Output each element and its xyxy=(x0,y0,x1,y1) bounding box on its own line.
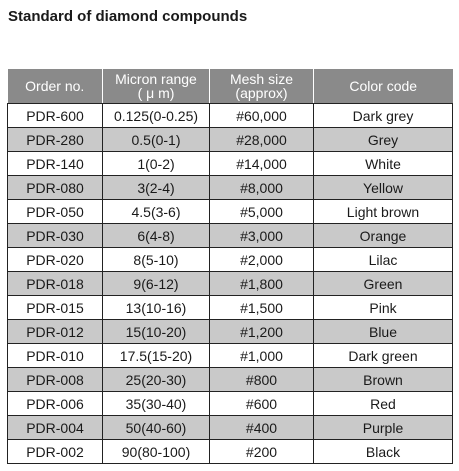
cell-color-code: White xyxy=(314,152,453,176)
cell-order-no: PDR-018 xyxy=(8,272,103,296)
cell-micron-range: 8(5-10) xyxy=(103,248,210,272)
cell-mesh-size: #1,200 xyxy=(210,320,314,344)
cell-order-no: PDR-080 xyxy=(8,176,103,200)
table-row xyxy=(8,320,453,344)
cell-micron-range: 0.5(0-1) xyxy=(103,128,210,152)
table-row xyxy=(8,296,453,320)
cell-mesh-size: #14,000 xyxy=(210,152,314,176)
cell-micron-range: 13(10-16) xyxy=(103,296,210,320)
cell-order-no: PDR-002 xyxy=(8,440,103,464)
cell-micron-range: 17.5(15-20) xyxy=(103,344,210,368)
cell-order-no: PDR-600 xyxy=(8,104,103,128)
table-row xyxy=(8,392,453,416)
cell-micron-range: 6(4-8) xyxy=(103,224,210,248)
cell-color-code: Black xyxy=(314,440,453,464)
cell-mesh-size: #8,000 xyxy=(210,176,314,200)
header-row xyxy=(8,69,453,104)
cell-order-no: PDR-015 xyxy=(8,296,103,320)
cell-mesh-size: #600 xyxy=(210,392,314,416)
table-row xyxy=(8,176,453,200)
cell-order-no: PDR-008 xyxy=(8,368,103,392)
cell-color-code: Red xyxy=(314,392,453,416)
column-header-mesh-size xyxy=(210,69,314,104)
cell-color-code: Orange xyxy=(314,224,453,248)
column-header-label: Micron range xyxy=(115,71,197,87)
cell-color-code: Blue xyxy=(314,320,453,344)
table-row xyxy=(8,248,453,272)
cell-color-code: Dark grey xyxy=(314,104,453,128)
cell-micron-range: 9(6-12) xyxy=(103,272,210,296)
cell-color-code: Grey xyxy=(314,128,453,152)
table-header xyxy=(8,69,453,104)
column-header-label: Mesh size xyxy=(229,71,294,87)
cell-mesh-size: #1,800 xyxy=(210,272,314,296)
cell-color-code: Pink xyxy=(314,296,453,320)
cell-order-no: PDR-004 xyxy=(8,416,103,440)
table-row xyxy=(8,272,453,296)
column-header-label: Order no. xyxy=(25,78,85,94)
column-header-unit: (approx) xyxy=(235,85,288,101)
cell-order-no: PDR-012 xyxy=(8,320,103,344)
cell-color-code: Light brown xyxy=(314,200,453,224)
cell-color-code: Dark green xyxy=(314,344,453,368)
cell-mesh-size: #1,500 xyxy=(210,296,314,320)
cell-mesh-size: #2,000 xyxy=(210,248,314,272)
table-row xyxy=(8,200,453,224)
table-row xyxy=(8,128,453,152)
cell-order-no: PDR-140 xyxy=(8,152,103,176)
cell-color-code: Lilac xyxy=(314,248,453,272)
cell-micron-range: 0.125(0-0.25) xyxy=(103,104,210,128)
cell-order-no: PDR-280 xyxy=(8,128,103,152)
cell-micron-range: 4.5(3-6) xyxy=(103,200,210,224)
table-row xyxy=(8,440,453,464)
cell-micron-range: 15(10-20) xyxy=(103,320,210,344)
cell-color-code: Green xyxy=(314,272,453,296)
cell-micron-range: 90(80-100) xyxy=(103,440,210,464)
column-header-unit: ( μ m) xyxy=(137,85,175,101)
cell-micron-range: 50(40-60) xyxy=(103,416,210,440)
diamond-compounds-table xyxy=(7,69,453,464)
cell-mesh-size: #400 xyxy=(210,416,314,440)
cell-color-code: Yellow xyxy=(314,176,453,200)
cell-order-no: PDR-020 xyxy=(8,248,103,272)
cell-mesh-size: #800 xyxy=(210,368,314,392)
page-title: Standard of diamond compounds xyxy=(8,8,248,25)
table-row xyxy=(8,224,453,248)
table-row xyxy=(8,368,453,392)
cell-order-no: PDR-030 xyxy=(8,224,103,248)
cell-micron-range: 3(2-4) xyxy=(103,176,210,200)
cell-mesh-size: #60,000 xyxy=(210,104,314,128)
table-row xyxy=(8,152,453,176)
cell-order-no: PDR-010 xyxy=(8,344,103,368)
cell-mesh-size: #200 xyxy=(210,440,314,464)
column-header-label: Color code xyxy=(349,78,418,94)
cell-micron-range: 1(0-2) xyxy=(103,152,210,176)
cell-color-code: Brown xyxy=(314,368,453,392)
cell-micron-range: 35(30-40) xyxy=(103,392,210,416)
column-header-micron-range xyxy=(103,69,210,104)
table-row xyxy=(8,104,453,128)
cell-mesh-size: #5,000 xyxy=(210,200,314,224)
cell-mesh-size: #3,000 xyxy=(210,224,314,248)
table-body xyxy=(8,104,453,464)
cell-mesh-size: #1,000 xyxy=(210,344,314,368)
table-row xyxy=(8,416,453,440)
column-header-order-no xyxy=(8,69,103,104)
cell-order-no: PDR-050 xyxy=(8,200,103,224)
cell-mesh-size: #28,000 xyxy=(210,128,314,152)
cell-micron-range: 25(20-30) xyxy=(103,368,210,392)
column-header-color-code xyxy=(314,69,453,104)
cell-color-code: Purple xyxy=(314,416,453,440)
table-row xyxy=(8,344,453,368)
cell-order-no: PDR-006 xyxy=(8,392,103,416)
